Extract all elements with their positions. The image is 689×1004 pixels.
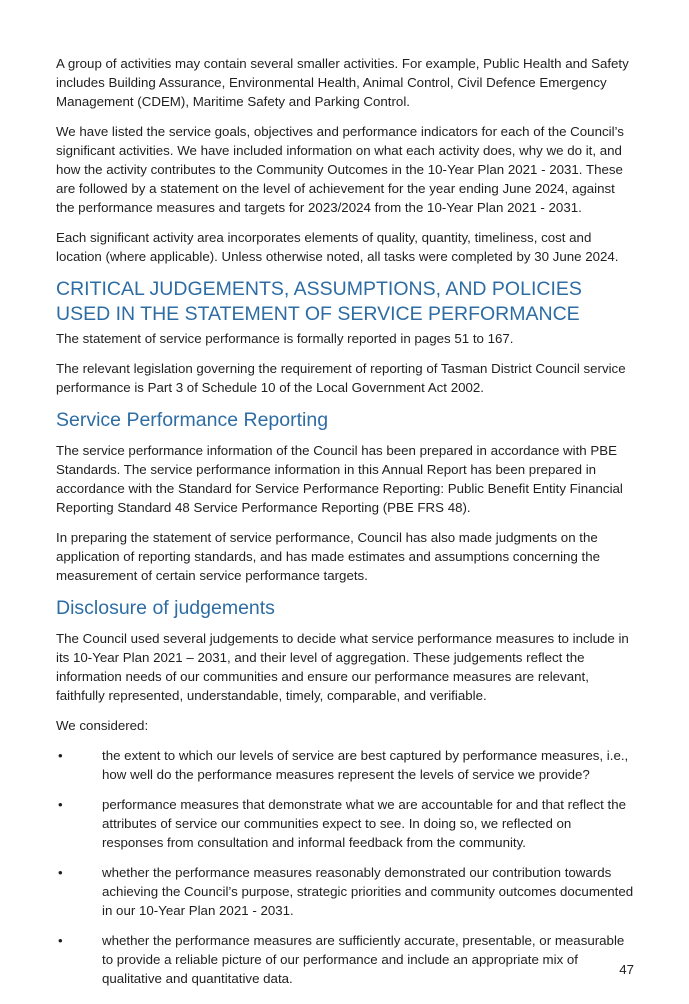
critical-paragraph-2: The relevant legislation governing the requirement of reporting of Tasman District Council service performance is Part 3 of Schedule 10 of the Local Government Act 2002. — [56, 361, 626, 395]
list-item — [56, 931, 636, 988]
reporting-paragraph-1: The service performance information of the Council has been prepared in accordance with PBE Standards. The service performance information in this Annual Report has been prepared in accordance with the Standard for Service Performance Reporting: Public Benefit Entity Financial Reporting Standard 48 Service Performance Reporting (PBE FRS 48). — [56, 443, 623, 515]
intro-paragraph-3: Each significant activity area incorporates elements of quality, quantity, timeliness, cost and location (where applicable). Unless otherwise noted, all tasks were completed by 30 June 2024. — [56, 230, 619, 264]
list-item-text: whether the performance measures are sufficiently accurate, presentable, or measurable to provide a reliable picture of our performance and include an appropriate mix of qualitative and quantitative data. — [102, 933, 625, 986]
intro-paragraph-1: A group of activities may contain several smaller activities. For example, Public Health and Safety includes Building Assurance, Environmental Health, Animal Control, Civil Defence Emergency Management (CDEM), Maritime Safety and Parking Control. — [56, 56, 629, 109]
list-item — [56, 795, 636, 852]
bullet-icon: • — [58, 748, 63, 763]
bullet-icon: • — [58, 933, 63, 948]
list-item-text: performance measures that demonstrate what we are accountable for and that reflect the attributes of service our communities expect to see. In doing so, we reflected on responses from consultation and informal feedback from the community. — [102, 797, 627, 850]
bullet-icon: • — [58, 797, 63, 812]
page-number: 47 — [619, 962, 634, 977]
list-item-text: the extent to which our levels of service are best captured by performance measures, i.e., how well do the performance measures represent the levels of service we provide? — [102, 748, 629, 782]
service-performance-reporting-heading: Service Performance Reporting — [56, 409, 329, 431]
bullet-icon: • — [58, 865, 63, 880]
considerations-list — [56, 746, 636, 988]
disclosure-paragraph-2: We considered: — [56, 718, 149, 733]
disclosure-paragraph-1: The Council used several judgements to decide what service performance measures to include in its 10-Year Plan 2021 – 2031, and their level of aggregation. These judgements reflect the information needs of our communities and ensure our performance measures are relevant, faithfully represented, understandable, timely, comparable, and verifiable. — [56, 631, 629, 703]
document-page — [56, 54, 636, 999]
reporting-paragraph-2: In preparing the statement of service performance, Council has also made judgments on the application of reporting standards, and has made estimates and assumptions concerning the measurement of certain service performance targets. — [56, 530, 601, 583]
disclosure-of-judgements-heading: Disclosure of judgements — [56, 597, 275, 619]
critical-judgements-heading: CRITICAL JUDGEMENTS, ASSUMPTIONS, AND POLICIES USED IN THE STATEMENT OF SERVICE PERFORMANCE — [56, 278, 582, 325]
critical-paragraph-1: The statement of service performance is formally reported in pages 51 to 167. — [56, 331, 514, 346]
list-item — [56, 863, 636, 920]
intro-paragraph-2: We have listed the service goals, objectives and performance indicators for each of the Council’s significant activities. We have included information on what each activity does, why we do it, and how the activity contributes to the Community Outcomes in the 10-Year Plan 2021 - 2031. These are followed by a statement on the level of achievement for the year ending June 2024, against the performance measures and targets for 2023/2024 from the 10-Year Plan 2021 - 2031. — [56, 124, 624, 215]
list-item-text: whether the performance measures reasonably demonstrated our contribution towards achieving the Council’s purpose, strategic priorities and community outcomes documented in our 10-Year Plan 2021 - 2031. — [102, 865, 634, 918]
list-item — [56, 746, 636, 784]
